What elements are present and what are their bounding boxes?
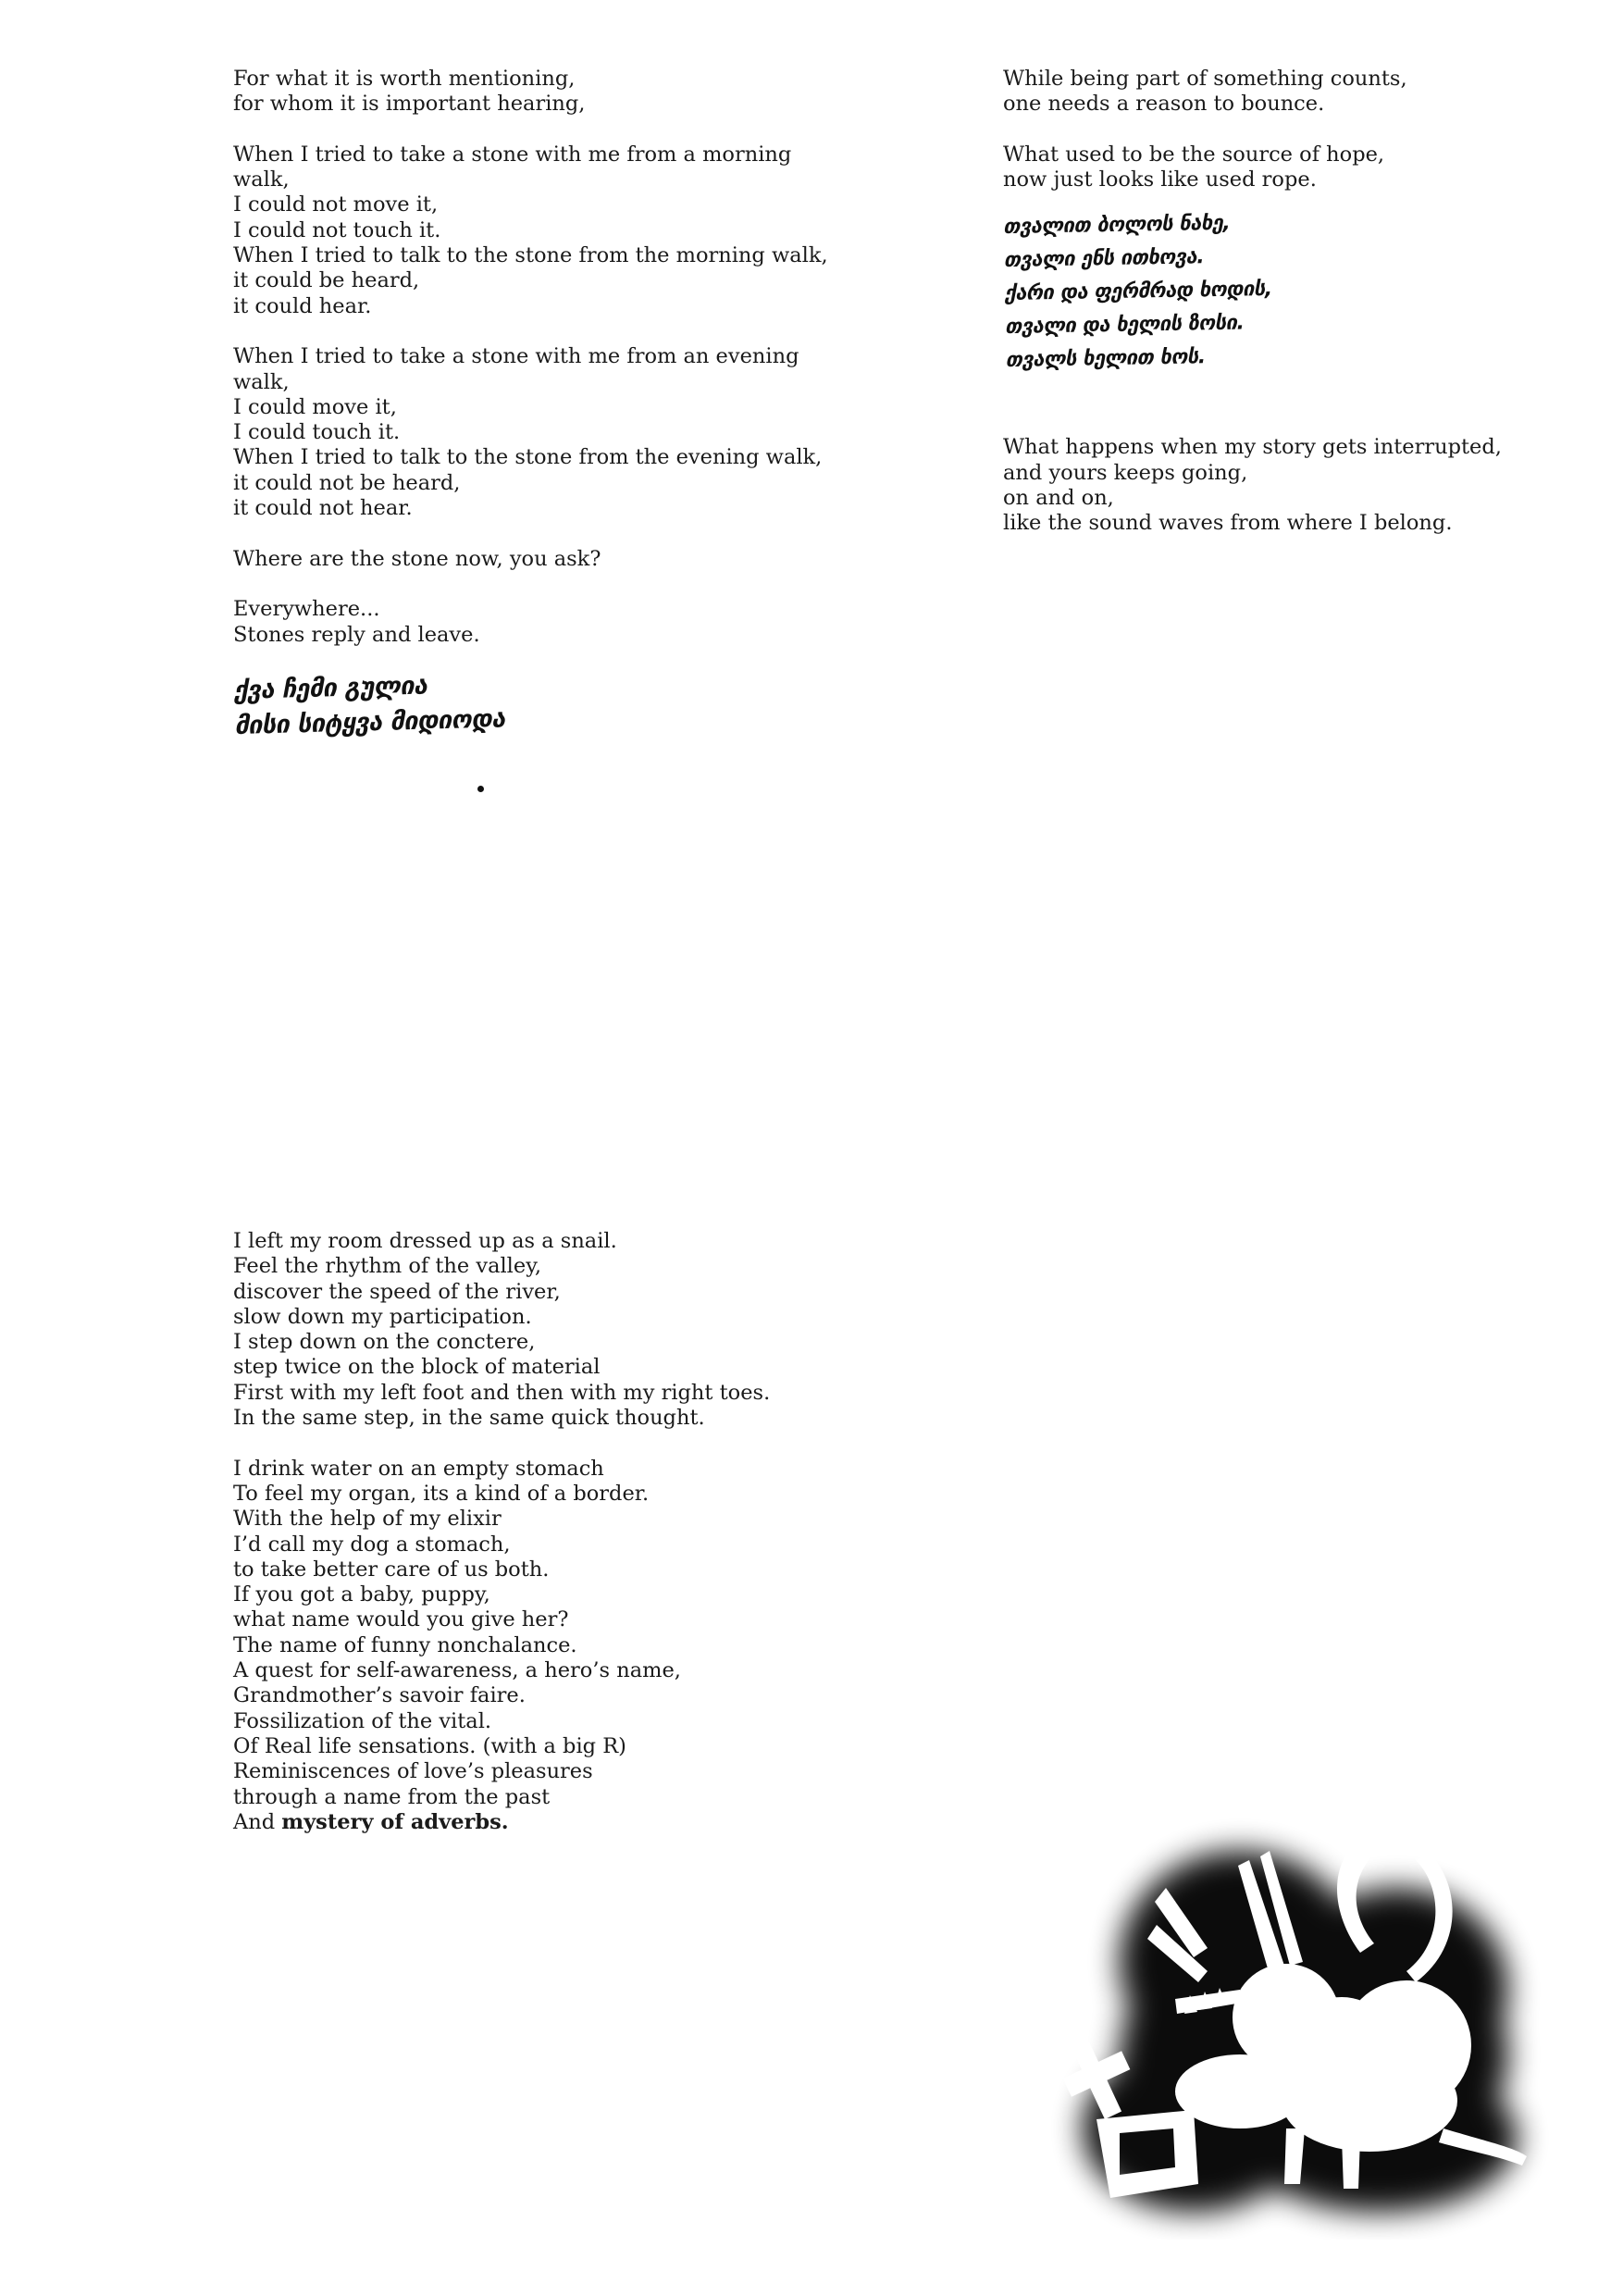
poem-line: I could move it, [233,394,397,419]
poem-line: Stones reply and leave. [233,622,480,647]
handwritten-line: მისი სიტყვა მიდიოდა [234,704,506,740]
poem-line: to take better care of us both. [233,1557,550,1582]
handwritten-note-right [1003,206,1273,378]
poem-line: To feel my organ, its a kind of a border. [233,1481,650,1506]
poem-line: Of Real life sensations. (with a big R) [233,1733,626,1758]
poem-line: While being part of something counts, [1003,67,1407,91]
poem-final-line [233,1810,825,1835]
poem-line: one needs a reason to bounce. [1003,92,1325,117]
poem-line: I step down on the conctere, [233,1330,536,1355]
handwritten-line: თვალს ხელით ხოს. [1005,345,1206,372]
poem-line: Fossilization of the vital. [233,1708,492,1733]
poem-line: When I tried to take a stone with me from an evening [233,344,799,369]
poem-line: it could hear. [233,293,372,318]
poem-line: First with my left foot and then with my right toes. [233,1380,771,1405]
poem-line: Everywhere... [233,597,380,622]
poem-line: I left my room dressed up as a snail. [233,1229,617,1253]
poem-line: it could be heard, [233,268,420,293]
final-line-bold: mystery of adverbs. [281,1809,509,1834]
stanza [1003,67,1577,118]
poem-line: walk, [233,369,290,394]
airbrushed-creature-artwork [1009,1777,1582,2240]
poem-stones [233,67,828,648]
stanza [233,597,825,648]
stanza [233,67,825,118]
final-line-prefix: And [233,1809,282,1834]
poem-line: and yours keeps going, [1003,460,1248,485]
handwritten-line: ქვა ჩემი გულია [233,671,427,705]
poem-line: When I tried to talk to the stone from the morning walk, [233,243,828,268]
stanza [233,1229,825,1431]
poem-line: In the same step, in the same quick thought. [233,1406,705,1431]
handwritten-line: ქარი და ფერმრად ხოდის, [1004,277,1272,305]
poem-line: step twice on the block of material [233,1355,601,1380]
poem-line: I could not touch it. [233,217,441,242]
handwritten-note-left [233,666,505,744]
poem-line: What happens when my story gets interrupted, [1003,435,1502,460]
poem-line: I’d call my dog a stomach, [233,1532,511,1557]
poem-line: I drink water on an empty stomach [233,1456,604,1481]
poem-line: For what it is worth mentioning, [233,67,576,91]
stanza [233,547,825,572]
poem-snail-stanzas [233,1229,825,1810]
handwritten-line: თვალი და ხელის ზოსი. [1004,311,1245,339]
poem-line: now just looks like used rope. [1003,168,1317,192]
poem-line: With the help of my elixir [233,1507,502,1532]
ink-dot [477,786,484,792]
poem-line: what name would you give her? [233,1607,569,1632]
poem-bounce-part-b [1003,435,1577,536]
poem-line: discover the speed of the river, [233,1279,561,1304]
handwritten-line: თვალით ბოლოს ნახე, [1003,211,1231,239]
stanza [233,344,825,521]
stanza [1003,435,1577,536]
stanza [233,1457,825,1810]
poem-line: I could not move it, [233,192,439,217]
poem-line: Grandmother’s savoir faire. [233,1683,526,1708]
poem-snail [233,1229,825,1835]
stanza [1003,143,1577,193]
poem-line: through a name from the past [233,1784,551,1809]
poem-line: Reminiscences of love’s pleasures [233,1759,593,1784]
poem-line: Feel the rhythm of the valley, [233,1254,542,1279]
poem-line: Where are the stone now, you ask? [233,546,601,571]
poem-line: The name of funny nonchalance. [233,1632,577,1657]
poem-line: it could not hear. [233,496,413,521]
poem-line: for whom it is important hearing, [233,92,586,117]
poem-line: like the sound waves from where I belong. [1003,511,1453,536]
poem-line: When I tried to take a stone with me from a morning [233,142,792,167]
stanza [233,142,828,319]
poem-line: When I tried to talk to the stone from the evening walk, [233,445,823,470]
poem-line: slow down my participation. [233,1304,532,1329]
poem-bounce-part-a [1003,67,1577,192]
poem-line: If you got a baby, puppy, [233,1582,490,1607]
poem-line: on and on, [1003,486,1114,511]
poem-line: I could touch it. [233,420,401,445]
poem-line: What used to be the source of hope, [1003,142,1385,167]
poem-line: walk, [233,168,290,192]
poem-line: A quest for self-awareness, a hero’s name, [233,1658,681,1683]
poem-line: it could not be heard, [233,470,461,495]
handwritten-line: თვალი ენს ითხოვა. [1003,245,1205,272]
